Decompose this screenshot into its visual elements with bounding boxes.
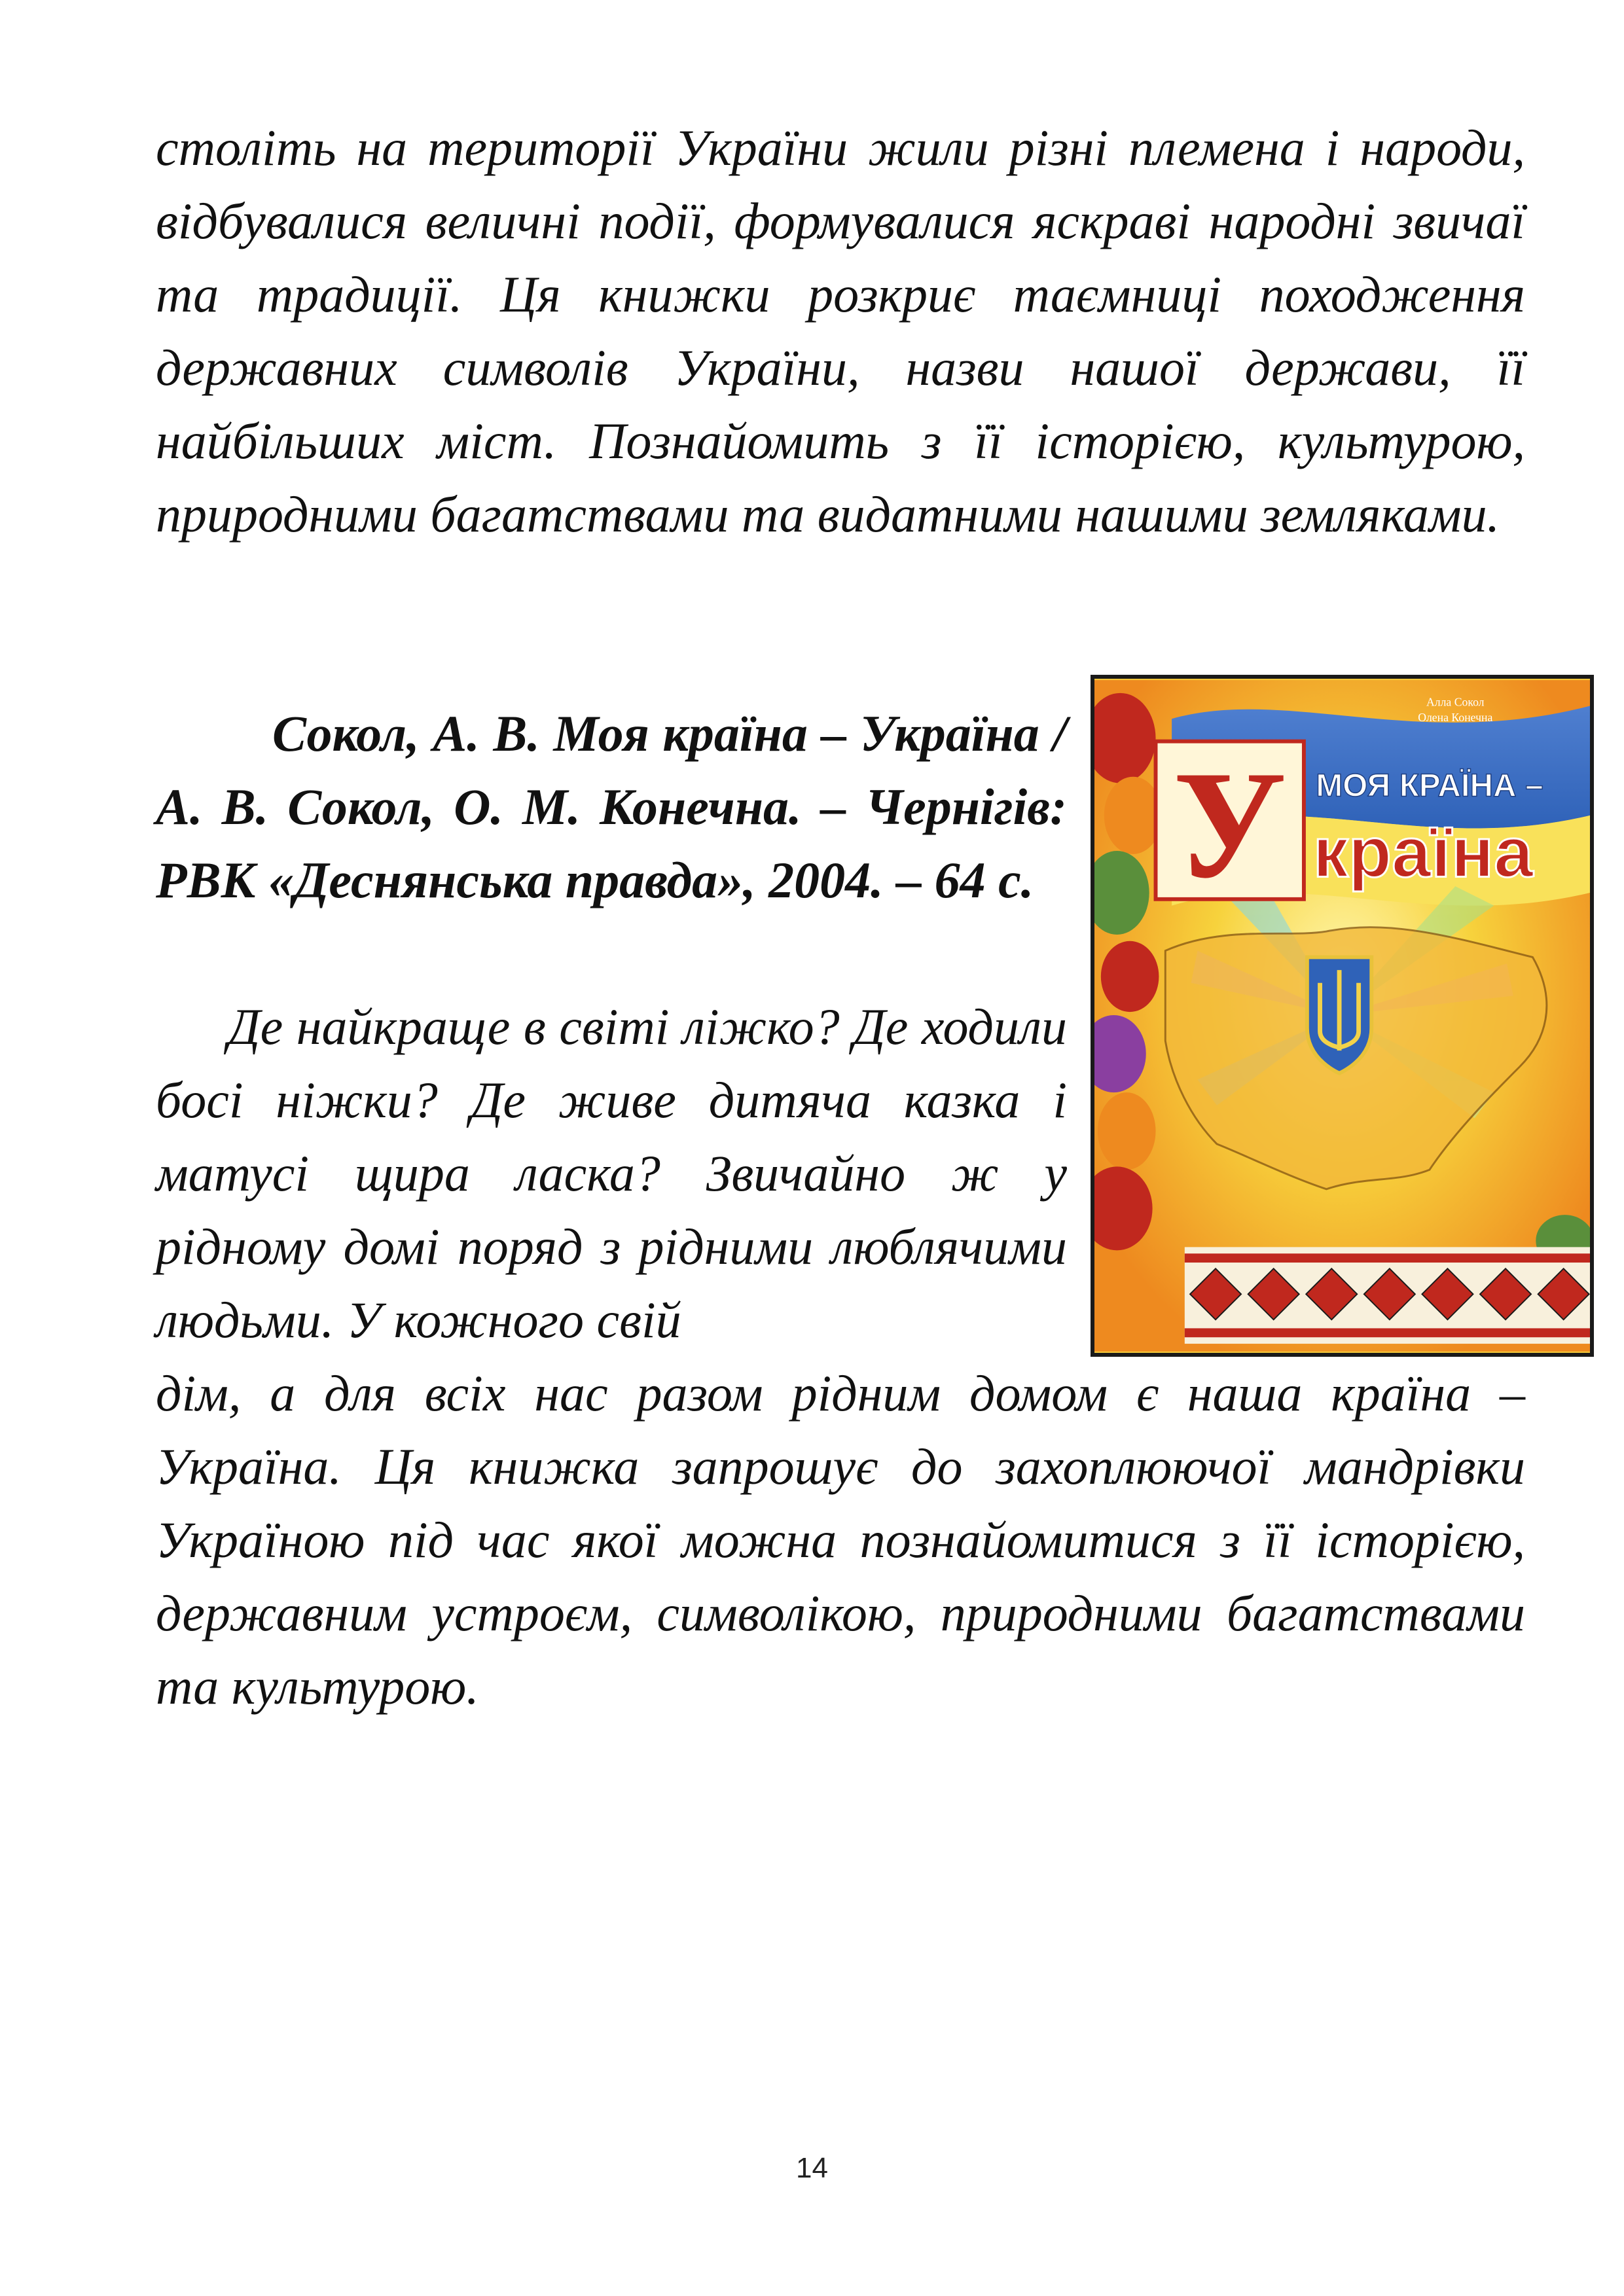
book-cover-image xyxy=(1091,675,1594,1357)
book-cover-illustration xyxy=(1094,679,1590,1353)
intro-paragraph: століть на території України жили різні племена і народи, відбувалися величні події, формувалися яскраві народні звичаї та традиції. Ця книжки розкриє таємниці походження державних символів України, назви нашої держави, її найбільших міст. Познайомить з її історією, культурою, природними багатствами та видатними нашими земляками. xyxy=(156,119,1525,543)
page-number: 14 xyxy=(796,2152,828,2184)
trident-icon xyxy=(1307,957,1371,1073)
cover-title-initial: У xyxy=(1173,739,1287,911)
annotation-paragraph-continued: дім, а для всіх нас разом рідним домом є наша країна – Україна. Ця книжка запрошує до захоплюючої мандрівки Україною під час якої можна познайомитися з її історією, державним устроєм, символікою, природними багатствами та культурою. xyxy=(156,1365,1525,1715)
cover-title-rest: країна xyxy=(1312,812,1534,892)
cover-title-line1: МОЯ КРАЇНА – xyxy=(1316,767,1543,804)
cover-author-1: Алла Сокол xyxy=(1426,695,1485,709)
cover-author-2: Олена Конечна xyxy=(1418,711,1493,725)
bibliographic-entry: Сокол, А. В. Моя країна – Україна / А. В. Сокол, О. М. Конечна. – Чернігів: РВК «Деснянська правда», 2004. – 64 с. xyxy=(156,705,1067,908)
annotation-paragraph-start: Де найкраще в світі ліжко? Де ходили босі ніжки? Де живе дитяча казка і матусі щира ласка? Звичайно ж у рідному домі поряд з рідними люблячими людьми. У кожного свій xyxy=(156,998,1067,1348)
